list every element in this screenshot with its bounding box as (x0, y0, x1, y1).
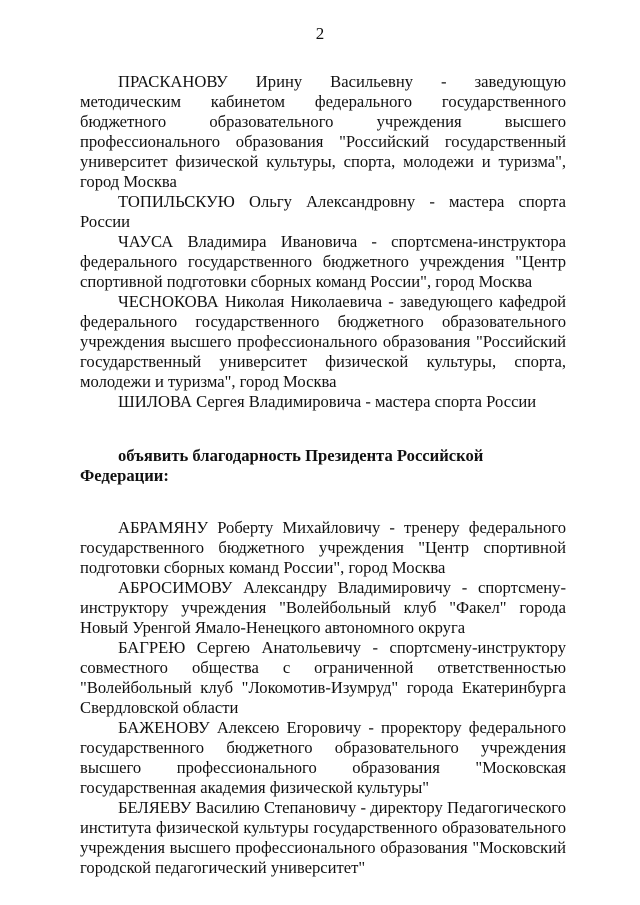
document-body (80, 72, 566, 878)
gratitude-entry-abrosimov: АБРОСИМОВУ Александру Владимировичу - спортсмену-инструктору учреждения "Волейбольный клуб "Факел" города Новый Уренгой Ямало-Ненецкого автономного округа (80, 578, 566, 637)
page-number: 2 (315, 24, 325, 43)
award-entry-topilskaya: ТОПИЛЬСКУЮ Ольгу Александровну - мастера спорта России (80, 192, 566, 231)
award-entry-shilov: ШИЛОВА Сергея Владимировича - мастера спорта России (118, 392, 537, 411)
gratitude-entry-abramyan: АБРАМЯНУ Роберту Михайловичу - тренеру федерального государственного бюджетного учреждения "Центр спортивной подготовки сборных команд России", город Москва (80, 518, 566, 577)
award-entry-prascanova: ПРАСКАНОВУ Ирину Васильевну - заведующую методическим кабинетом федерального государственного бюджетного образовательного учреждения высшего профессионального образования "Российский государственный университет физической культуры, спорта, молодежи и туризма", город Москва (80, 72, 566, 191)
award-entry-chesnokov: ЧЕСНОКОВА Николая Николаевича - заведующего кафедрой федерального государственного бюджетного образовательного учреждения высшего профессионального образования "Российский государственный университет физической культуры, спорта, молодежи и туризма", город Москва (80, 292, 566, 391)
gratitude-entry-bazhenov: БАЖЕНОВУ Алексею Егоровичу - проректору федерального государственного бюджетного образовательного учреждения высшего профессионального образования "Московская государственная академия физической культуры" (80, 718, 566, 797)
gratitude-entry-belyaev: БЕЛЯЕВУ Василию Степановичу - директору Педагогического института физической культуры государственного образовательного учреждения высшего профессионального образования "Московский городской педагогический университет" (80, 798, 566, 877)
gratitude-entry-bagrey: БАГРЕЮ Сергею Анатольевичу - спортсмену-инструктору совместного общества с ограниченной ответственностью "Волейбольный клуб "Локомотив-Изумруд" города Екатеринбурга Свердловской области (80, 638, 566, 717)
award-entry-chaus: ЧАУСА Владимира Ивановича - спортсмена-инструктора федерального государственного бюджетного учреждения "Центр спортивной подготовки сборных команд России", город Москва (80, 232, 566, 291)
section-heading: объявить благодарность Президента Российской Федерации: (80, 446, 484, 485)
